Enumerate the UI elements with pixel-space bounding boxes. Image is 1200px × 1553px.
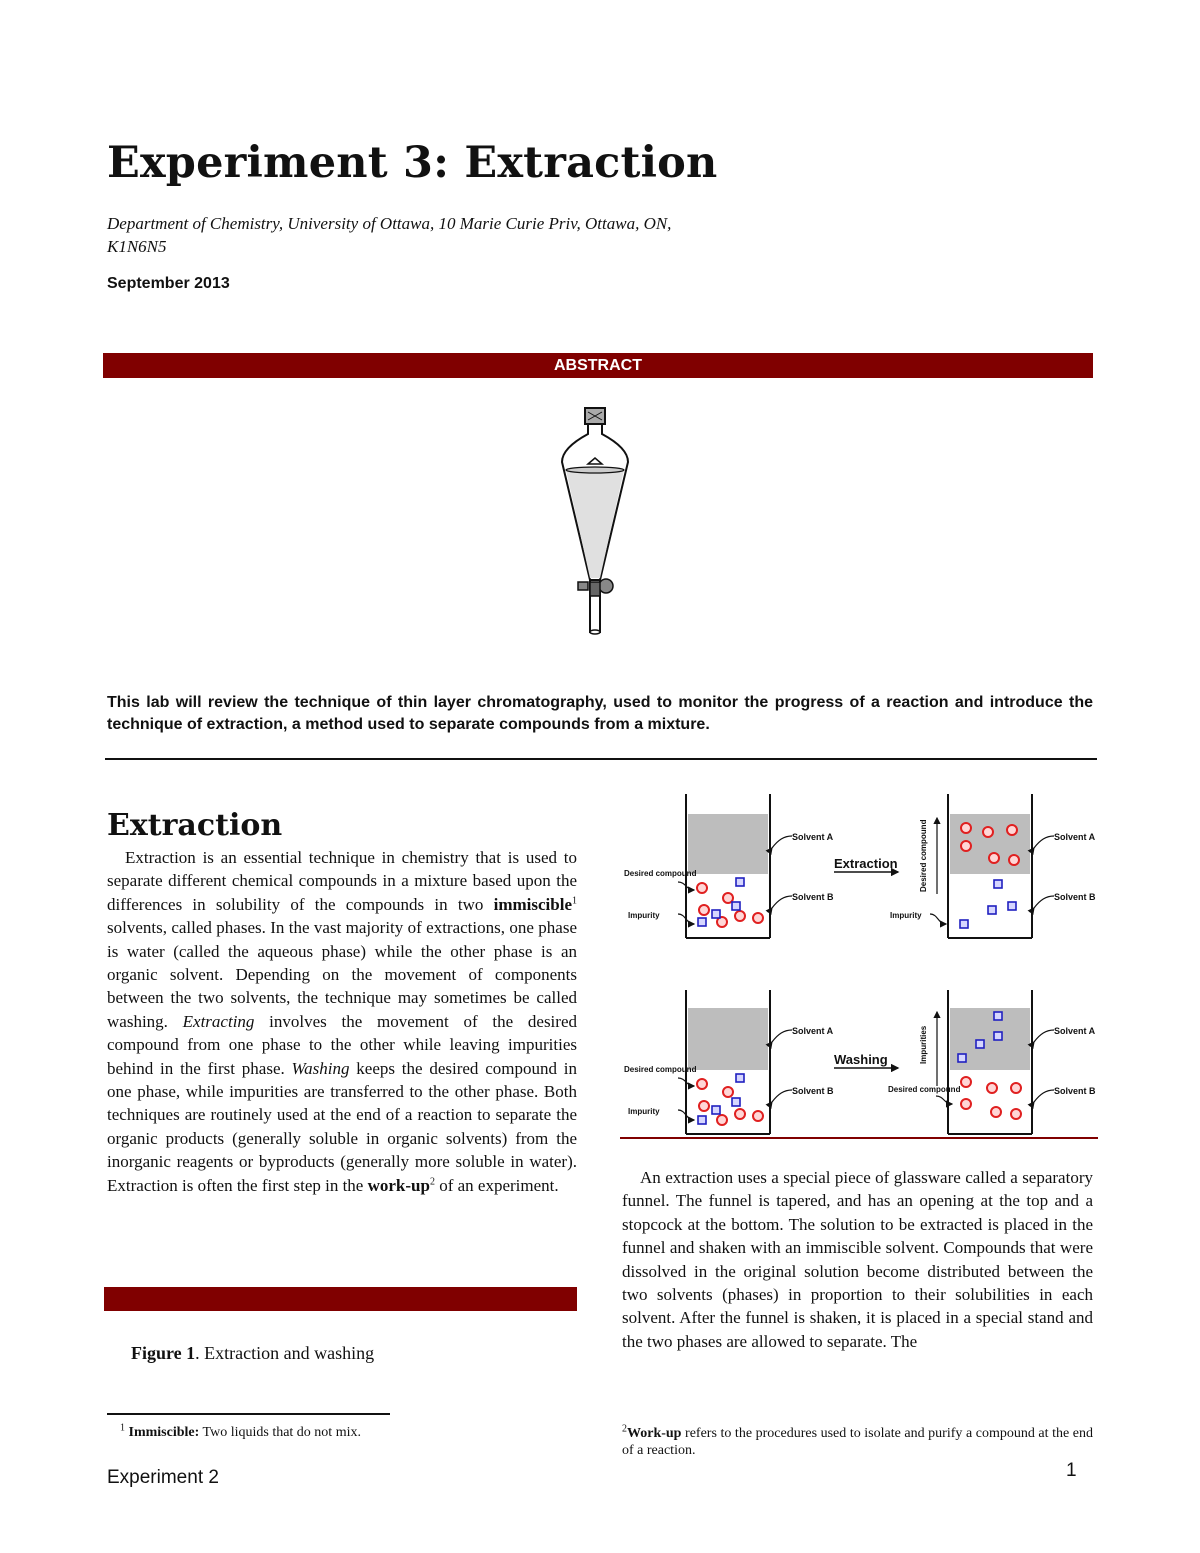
term-washing: Washing [291, 1058, 350, 1078]
impurity-square [994, 880, 1002, 888]
desired-compound-circle [1009, 855, 1019, 865]
label-washing: Washing [834, 1052, 888, 1067]
term-immiscible: immiscible [493, 894, 572, 914]
page-title: Experiment 3: Extraction [107, 138, 718, 188]
divider [105, 758, 1097, 760]
desired-compound-circle [735, 1109, 745, 1119]
label-impurity: Impurity [628, 911, 660, 920]
label-desired-compound: Desired compound [624, 869, 697, 878]
impurity-square [960, 920, 968, 928]
impurity-square [1008, 902, 1016, 910]
impurity-square [698, 918, 706, 926]
label-solvent-a: Solvent A [792, 832, 834, 842]
desired-compound-circle [697, 883, 707, 893]
paragraph-2: An extraction uses a special piece of glassware called a separatory funnel. The funnel is tapered, and has an opening at the top and a stopcock at the bottom. The solution to be extracted is placed in the funnel and shaken with an immiscible solvent. Compounds that were dissolved in the original solution become distributed between the two solvents (phases) in proportion to their solubilities in each solvent. After the funnel is shaken, it is placed in a special stand and the two phases are allowed to separate. The [622, 1168, 1093, 1351]
desired-compound-circle [717, 1115, 727, 1125]
impurity-square [976, 1040, 984, 1048]
label-desired-compound: Desired compound [624, 1065, 697, 1074]
desired-compound-circle [961, 841, 971, 851]
desired-compound-circle [1007, 825, 1017, 835]
label-desired-compound-vertical: Desired compound [919, 819, 928, 892]
label-solvent-b: Solvent B [1054, 892, 1096, 902]
footnote-rule [107, 1413, 390, 1415]
impurity-square [736, 878, 744, 886]
figure-bottom-rule [620, 1137, 1098, 1139]
label-extraction: Extraction [834, 856, 898, 871]
desired-compound-circle [961, 1099, 971, 1109]
figure-bar [104, 1287, 577, 1311]
impurity-square [994, 1032, 1002, 1040]
impurity-square [732, 1098, 740, 1106]
section-heading: Extraction [107, 808, 283, 843]
impurity-square [712, 1106, 720, 1114]
desired-compound-circle [989, 853, 999, 863]
footnote-ref-2: 2 [429, 1176, 435, 1188]
desired-compound-circle [753, 913, 763, 923]
desired-compound-circle [983, 827, 993, 837]
desired-compound-circle [735, 911, 745, 921]
left-column-text [107, 846, 577, 1197]
affiliation [107, 212, 807, 258]
label-impurity: Impurity [890, 911, 922, 920]
desired-compound-circle [699, 905, 709, 915]
footnote-1: $^1$ Immiscible: Two liquids that do not mix. [120, 1422, 361, 1440]
desired-compound-circle [1011, 1083, 1021, 1093]
impurity-square [712, 910, 720, 918]
label-desired-compound: Desired compound [888, 1085, 961, 1094]
desired-compound-circle [1011, 1109, 1021, 1119]
label-solvent-a: Solvent A [1054, 832, 1096, 842]
desired-compound-circle [723, 1087, 733, 1097]
desired-compound-circle [961, 823, 971, 833]
label-impurities-vertical: Impurities [919, 1025, 928, 1064]
page-number: 1 [1066, 1460, 1077, 1481]
affiliation-line-2: K1N6N5 [107, 237, 167, 256]
label-solvent-a: Solvent A [1054, 1026, 1096, 1036]
impurity-square [994, 1012, 1002, 1020]
abstract-heading: ABSTRACT [103, 353, 1093, 378]
extraction-washing-diagram [620, 790, 1100, 1140]
impurity-square [736, 1074, 744, 1082]
figure-caption: Figure 1. Extraction and washing [131, 1343, 375, 1363]
beaker-extraction-after [948, 794, 1032, 938]
abstract-text: This lab will review the technique of thin layer chromatography, used to monitor the progress of a reaction and introduce the technique of extraction, a method used to separate compounds from a mixture. [107, 694, 1093, 733]
footer-label: Experiment 2 [107, 1467, 219, 1488]
desired-compound-circle [697, 1079, 707, 1089]
paragraph-1: Extraction is an essential technique in chemistry that is used to separate different chemical compounds in a mixture based upon the differences in solubility of the compounds in two immiscible$^1$ solvents, called phases. In the vast majority of extractions, one phase is water (called the aqueous phase) while the other phase is an organic solvent. Depending on the movement of components between the two solvents, the technique may sometimes be called washing. Extracting involves the movement of the desired compound from one phase to the other while leaving impurities behind in the first phase. Washing keeps the desired compound in one phase, while impurities are transferred to the other phase. Both techniques are routinely used at the end of a reaction to separate the organic products (generally soluble in organic solvents) from the inorganic reagents or byproducts (generally more soluble in water). Extraction is often the first step in the work-$up^2$ of an experiment. [107, 848, 577, 1195]
desired-compound-circle [987, 1083, 997, 1093]
term-extracting: Extracting [182, 1011, 255, 1031]
impurity-square [732, 902, 740, 910]
right-column-text [622, 1166, 1093, 1353]
impurity-square [698, 1116, 706, 1124]
footnote-ref-1: 1 [572, 895, 577, 907]
label-solvent-a: Solvent A [792, 1026, 834, 1036]
desired-compound-circle [991, 1107, 1001, 1117]
label-solvent-b: Solvent B [1054, 1086, 1096, 1096]
impurity-square [988, 906, 996, 914]
label-impurity: Impurity [628, 1107, 660, 1116]
label-solvent-b: Solvent B [792, 892, 834, 902]
publication-date: September 2013 [107, 275, 230, 292]
desired-compound-circle [753, 1111, 763, 1121]
affiliation-line-1: Department of Chemistry, University of Ottawa, 10 Marie Curie Priv, Ottawa, ON, [107, 214, 672, 233]
term-work-up: work-up [367, 1175, 430, 1195]
label-solvent-b: Solvent B [792, 1086, 834, 1096]
desired-compound-circle [961, 1077, 971, 1087]
impurity-square [958, 1054, 966, 1062]
footnote-2: $^2$Work-up refers to the procedures used to isolate and purify a compound at the end of a reaction. [622, 1423, 1093, 1458]
desired-compound-circle [699, 1101, 709, 1111]
separatory-funnel-illustration [540, 400, 650, 640]
